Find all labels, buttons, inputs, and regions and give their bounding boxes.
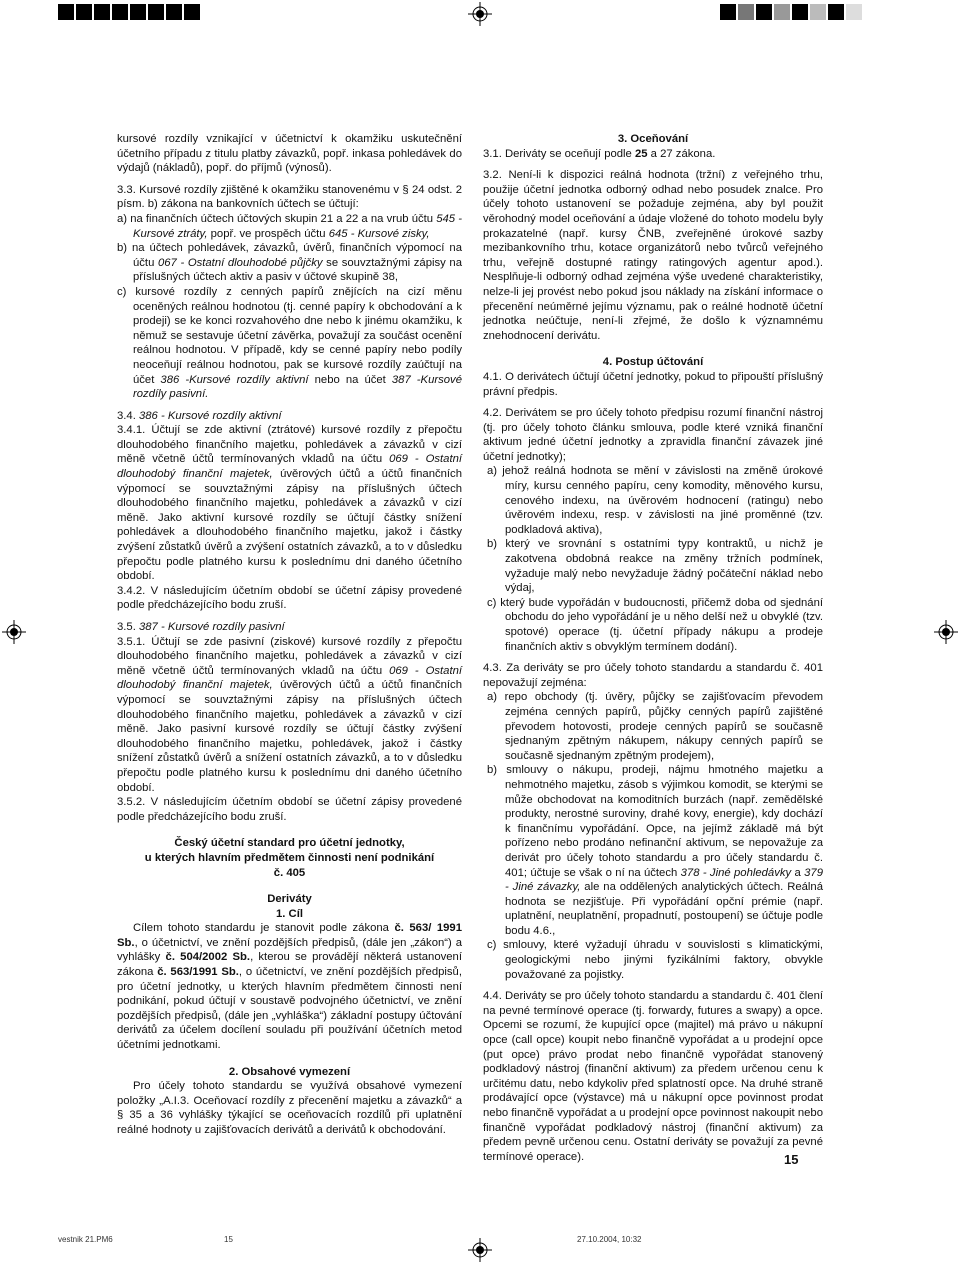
paragraph-4-1: 4.1. O derivátech účtují účetní jednotky, pokud to připouští příslušný právní předpis. <box>483 370 823 398</box>
paragraph-4-4: 4.4. Deriváty se pro účely tohoto standardu a standardu č. 401 člení na pevné termínové operace (tj. forwardy, futures a swapy) a opce. Opcemi se rozumí, že kupující opce (majitel) má právo u nákupní opce (call opce) koupit nebo finančně vypořádat a u prodejní opce (put opce) právo prodat nebo finančně vypořádat stanovený podkladový nástroj (finanční aktivum) za předem určenou cenu k určitému datu, nebo kdykoliv před splatností opce. Na druhé straně prodávající opce (výstavce) má u nákupní opce povinnost prodat nebo finančně vypořádat a u prodejní opce povinnost nakoupit nebo finančně vypořádat podkladový nástroj (finanční aktivum) za předem pevně určenou cenu. Ostatní deriváty se považují za pevné termínové operace). <box>483 990 823 1163</box>
paragraph-3-5-1: 3.5.1. Účtují se zde pasivní (ziskové) kursové rozdíly z přepočtu dlouhodobého finančního majetku, pohledávek a závazků v cizí měně včetně účtů termínovaných vkladů na účtu 069 - Ostatní dlouhodobý finanční majetek, úvěrových účtů a účtů finančních výpomocí se souvztažnými zápisy na příslušných účtech dlouhodobého finančního majetku, pohledávek a závazků v cizí měně. Jako pasivní kursové rozdíly se účtují částky zvýšení dlouhodobého finančního majetku, pohledávek, jakož i částky snížení zůstatků úvěrů a snížení ostatních závazků, a to v důsledku přepočtu podle platného kursu k poslednímu dni daného účetního období. <box>117 635 463 794</box>
paragraph: kursové rozdíly vznikající v účetnictví k okamžiku uskutečnění účetního případu z titulu platby závazků, popř. inkasa pohledávek do výdajů (nákladů), popř. do příjmů (výnosů). <box>117 133 462 175</box>
crosshair-icon <box>468 2 492 26</box>
paragraph-4-3: 4.3. Za deriváty se pro účely tohoto standardu a standardu č. 401 nepovažují zejména: <box>483 662 823 689</box>
paragraph-3-2: 3.2. Není-li k dispozici reálná hodnota (tržní) z veřejného trhu, použije účetní jednotka odborný odhad nebo posudek znalce. Pro účely tohoto ustanovení se požaduje zejména, aby byl použit věrohodný model oceňování a údaje vložené do tohoto modelu byly prokazatelné (např. kursy ČNB, zveřejněné úrokové sazby mezibankovního trhu, kotace organizátorů nebo tvůrců veřejného trhu, veřejně dostupné ratingy ratingových agentur apod.). Nesplňuje-li odborný odhad zejména výše uvedené charakteristiky, nelze-li jej provést nebo pokud jsou náklady na získání informace o přecenění neúměrné jejímu významu, pak o reálné hodnotě účetní jednotka neúčtuje, není-li zřejmé, že došlo k významnému znehodnocení derivátu. <box>483 169 823 342</box>
registration-squares-left <box>58 4 202 20</box>
section-heading-3: 3. Oceňování <box>617 133 689 145</box>
list-item-b: b) který ve srovnání s ostatními typy kontraktů, u nichž je zakotvena obdobná reakce na změny tržních podmínek, vyžaduje malý nebo nevyžaduje žádný počáteční náklad nebo výdaj, <box>487 538 823 595</box>
registration-square <box>738 4 754 20</box>
paragraph-3-3: 3.3. Kursové rozdíly zjištěné k okamžiku stanovenému v § 24 odst. 2 písm. b) zákona na bankovních účtech se účtují: <box>117 183 462 211</box>
section-heading-2: 2. Obsahové vymezení <box>228 1065 351 1078</box>
list-item-c: c) smlouvy, které vyžadují úhradu v souvislosti s klimatickými, geologickými nebo jinými fyzikálními faktory, obvykle považované za pojistky. <box>487 939 823 981</box>
paragraph-4-2: 4.2. Derivátem se pro účely tohoto předpisu rozumí finanční nástroj (tj. pro účely tohoto článku smlouva, podle které vzniká finanční aktivum jedné účetní jednotky a zpravidla finanční závazek jiné účetní jednotky); <box>483 407 823 463</box>
section-heading-4: 4. Postup účtování <box>602 356 704 369</box>
paragraph-cil: Cílem tohoto standardu je stanovit podle zákona č. 563/ 1991 Sb., o účetnictví, ve znění pozdějších předpisů, (dále jen „zákon“) a vyhlášky č. 504/2002 Sb., kterou se provádějí některá ustanovení zákona č. 563/1991 Sb., o účetnictví, ve znění pozdějších předpisů, pro účetní jednotky, u kterých hlavním předmětem činnosti není podnikání, pokud účtují v soustavě podvojného účetnictví, ve znění pozdějších předpisů, (dále jen „vyhláška“) základní postupy účtování derivátů za účelem docílení souladu při používání účetních metod účetními jednotkami. <box>117 922 462 1052</box>
registration-square <box>58 4 74 20</box>
derivaty-title: Deriváty <box>267 893 312 906</box>
standard-title: Český účetní standard pro účetní jednotky, u kterých hlavním předmětem činnosti není podnikání č. 405 <box>144 837 435 879</box>
paragraph-3-5-2: 3.5.2. V následujícím účetním období se účetní zápisy provedené podle předcházejícího bodu zruší. <box>117 796 462 823</box>
crosshair-icon <box>468 1238 492 1262</box>
registration-square <box>810 4 826 20</box>
registration-square <box>756 4 772 20</box>
paragraph-obsah: Pro účely tohoto standardu se využívá obsahové vymezení položky „A.I.3. Oceňovací rozdíly z přecenění majetku a závazků“ a § 35 a 36 vyhlášky týkající se oceňovacích rozdílů při uplatnění reálné hodnoty u zajišťovacích derivátů a derivátů k obchodování. <box>117 1080 462 1136</box>
section-heading-3-4: 3.4. 386 - Kursové rozdíly aktivní <box>117 409 282 422</box>
paragraph-3-4-1: 3.4.1. Účtují se zde aktivní (ztrátové) kursové rozdíly z přepočtu dlouhodobého finančního majetku, pohledávek a závazků v cizí měně včetně účtů termínovaných vkladů na účtu 069 - Ostatní dlouhodobý finanční majetek, úvěrových účtů a účtů finančních výpomocí se souvztažnými zápisy na příslušných účtech dlouhodobého finančního majetku, pohledávek a závazků v cizí měně. Jako aktivní kursové rozdíly se účtují částky snížení pohledávek a dlouhodobého finančního majetku, jakož i částky zvýšení zůstatků úvěrů a zvýšení ostatních závazků, a to v důsledku přepočtu podle platného kursu k poslednímu dni daného účetního období. <box>117 424 463 583</box>
list-item-a: a) na finančních účtech účtových skupin 21 a 22 a na vrub účtu 545 - Kursové ztráty, popř. ve prospěch účtu 645 - Kursové zisky, <box>117 212 462 240</box>
list-item-a: a) repo obchody (tj. úvěry, půjčky se zajišťovacím převodem zejména cenných papírů, půjčky cenných papírů zajištěné převodem hotovosti, prodeje cenných papírů se současně sjednaným zpětným nákupem, nákupy cenných papírů se současně sjednaným zpětným prodejem), <box>487 691 823 762</box>
registration-square <box>76 4 92 20</box>
registration-square <box>720 4 736 20</box>
registration-square <box>130 4 146 20</box>
paragraph-3-4-2: 3.4.2. V následujícím účetním období se účetní zápisy provedené podle předcházejícího bodu zruší. <box>117 584 462 612</box>
registration-square <box>184 4 200 20</box>
registration-square <box>94 4 110 20</box>
registration-square <box>774 4 790 20</box>
paragraph-3-1: 3.1. Deriváty se oceňují podle 25 a 27 zákona. <box>483 147 716 160</box>
page-number: 15 <box>784 1152 799 1167</box>
registration-square <box>148 4 164 20</box>
list-item-c: c) kursové rozdíly z cenných papírů znějících na cizí měnu oceněných reálnou hodnotou (tj. cenné papíry k obchodování a k prodeji) se ke konci rozvahového dne nebo k jinému okamžiku, k němuž se sestavuje účetní závěrka, považují za součást ocenění reálnou hodnotou. V případě, kdy se cenné papíry nebo podíly neoceňují reálnou hodnotou, pak se kursové rozdíly zaúčtují na účet 386 -Kursové rozdíly aktivní nebo na účet 387 -Kursové rozdíly pasivní. <box>117 285 462 401</box>
registration-squares-right <box>720 4 864 20</box>
right-column <box>483 132 823 1164</box>
list-item-a: a) jehož reálná hodnota se mění v závislosti na změně úrokové míry, kursu cenného papíru, ceny komodity, měnového kursu, cenového indexu, na úvěrovém hodnocení (ratingu) nebo úvěrovém indexu, resp. v závislosti na jiné proměnné (tzv. podkladová aktiva), <box>487 465 823 536</box>
registration-square <box>846 4 862 20</box>
list-item-b: b) na účtech pohledávek, závazků, úvěrů, finančních výpomocí na účtu 067 - Ostatní dlouhodobé půjčky se souvztažnými zápisy na příslušných účtech aktiv a pasiv v účtové skupině 38, <box>117 242 462 284</box>
registration-square <box>792 4 808 20</box>
registration-square <box>828 4 844 20</box>
crosshair-icon <box>934 620 958 644</box>
section-heading-3-5: 3.5. 387 - Kursové rozdíly pasivní <box>117 621 285 633</box>
list-item-b: b) smlouvy o nákupu, prodeji, nájmu hmotného majetku a nehmotného majetku, zásob s výjimkou komodit, se kterými se může obchodovat na komoditních burzách (např. zemědělské produkty, nerostné suroviny, drahé kovy, energie), kdy dochází k finančnímu vypořádání. Opce, na jejímž základě má být pořízeno nebo prodáno nefinanční aktivum, se nepovažuje za derivát pro účely tohoto standardu a pro účely standardu č. 401; účtuje se však o ní na účtech 378 - Jiné pohledávky a 379 - Jiné závazky, ale na oddělených analytických účtech. Reálná hodnota se nezjišťuje. Při vypořádání opční prémie (např. uplatnění, neuplatnění, propadnutí, postoupení) se účtuje podle bodu 4.6., <box>487 764 824 937</box>
section-heading-1: 1. Cíl <box>276 907 303 920</box>
footer-page: 15 <box>224 1235 233 1244</box>
list-item-c: c) který bude vypořádán v budoucnosti, přičemž doba od sjednání obchodu do jeho vypořádání je u něho delší než u obvyklé (tzv. spotové) operace (tj. účetní případy nákupu a prodeje finančních aktiv s obvyklým termínem dodání). <box>487 596 823 653</box>
registration-square <box>166 4 182 20</box>
crosshair-icon <box>2 620 26 644</box>
footer-filename: vestnik 21.PM6 <box>58 1235 113 1244</box>
left-column <box>117 132 462 1138</box>
footer-date: 27.10.2004, 10:32 <box>577 1235 642 1244</box>
registration-square <box>112 4 128 20</box>
